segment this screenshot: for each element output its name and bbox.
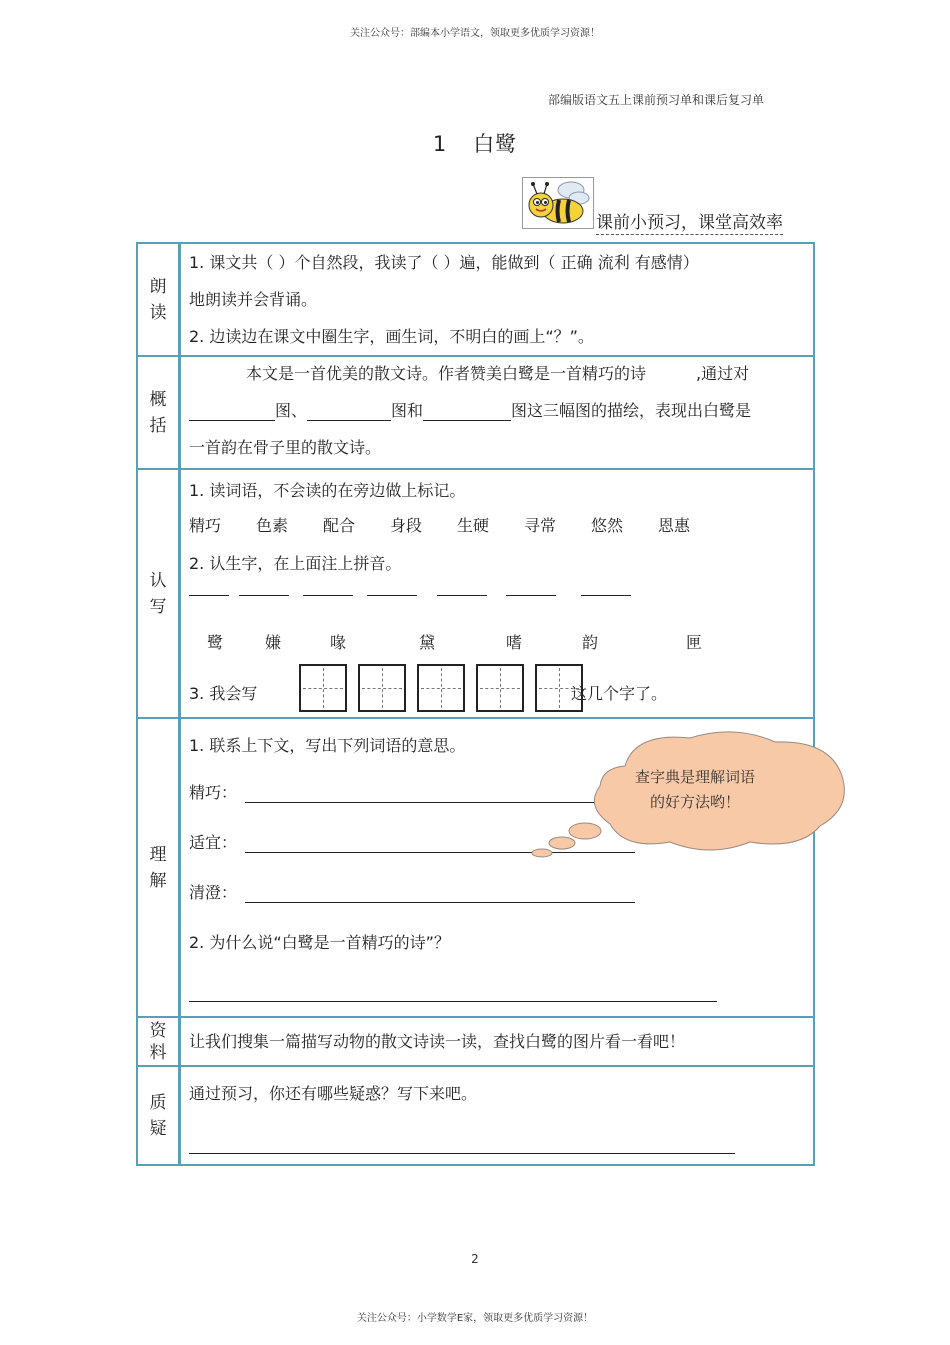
term-jingqiao: 精巧： [189, 783, 238, 802]
read-line2: 2. 边读边在课文中圈生字，画生词，不明白的画上“？”。 [189, 327, 594, 346]
series-title: 部编版语文五上课前预习单和课后复习单 [548, 93, 765, 107]
answer-line-question[interactable] [189, 1152, 735, 1154]
read-line1b: 地朗读并会背诵。 [189, 290, 318, 309]
label-summary: 概 括 [137, 356, 180, 469]
blank-fig1[interactable] [189, 403, 275, 421]
char-hui: 喙 [330, 633, 347, 652]
label-material: 资 料 [137, 1017, 180, 1066]
cloud-tip: 查字典是理解词语 的好方法哟！ [634, 768, 755, 811]
lesson-title [0, 128, 950, 158]
writing-grid-1[interactable] [299, 664, 347, 712]
label-write: 认 写 [137, 469, 180, 718]
material-text: 让我们搜集一篇描写动物的散文诗读一读，查找白鹭的图片看一看吧！ [189, 1032, 686, 1051]
pinyin-blank-5[interactable] [437, 594, 487, 596]
word-list: 精巧 色素 配合 身段 生硬 寻常 悠然 恩惠 [189, 516, 691, 535]
read-content [180, 243, 815, 356]
writing-grid-2[interactable] [358, 664, 406, 712]
summary-content [180, 356, 815, 469]
pinyin-blank-4[interactable] [367, 594, 417, 596]
lesson-name: 白鹭 [473, 132, 518, 156]
understand-q2: 2. 为什么说“白鹭是一首精巧的诗”？ [189, 933, 450, 952]
pinyin-blank-7[interactable] [581, 594, 631, 596]
term-qingcheng: 清澄： [189, 883, 238, 902]
answer-line-qingcheng[interactable] [245, 901, 635, 903]
pinyin-blank-3[interactable] [303, 594, 353, 596]
bottom-notice: 关注公众号：小学数学E家，领取更多优质学习资源！ [356, 1313, 594, 1324]
label-understand: 理 解 [137, 718, 180, 1017]
summary-line3: 一首韵在骨子里的散文诗。 [189, 438, 382, 457]
pinyin-blank-6[interactable] [506, 594, 556, 596]
slogan: 课前小预习，课堂高效率 [596, 208, 783, 235]
page-number: 2 [471, 1252, 479, 1266]
char-dai: 黛 [419, 633, 436, 652]
term-shiyi: 适宜： [189, 833, 238, 852]
row-question [137, 1066, 814, 1165]
row-material [137, 1017, 814, 1066]
row-write [137, 469, 814, 718]
char-xian: 嫌 [265, 633, 282, 652]
material-content [180, 1017, 815, 1066]
write-q2: 2. 认生字，在上面注上拼音。 [189, 554, 402, 573]
row-summary [137, 356, 814, 469]
label-question: 质 疑 [137, 1066, 180, 1165]
char-xia: 匣 [686, 633, 703, 652]
write-q3-end: 这几个字了。 [571, 684, 668, 703]
char-lu: 鹭 [207, 633, 224, 652]
bee-icon [522, 177, 594, 229]
blank-fig3[interactable] [423, 403, 511, 421]
writing-grid-3[interactable] [417, 664, 465, 712]
understand-q1: 1. 联系上下文，写出下列词语的意思。 [189, 736, 466, 755]
blank-fig2[interactable] [307, 403, 391, 421]
summary-line2: 图、 图和 图这三幅图的描绘，表现出白鹭是 [189, 401, 751, 421]
question-content [180, 1066, 815, 1165]
question-text: 通过预习，你还有哪些疑惑？写下来吧。 [189, 1084, 478, 1103]
read-line1: 1. 课文共（ ）个自然段，我读了（ ）遍，能做到（ 正确 流利 有感情） [189, 253, 699, 272]
label-read: 朗 读 [137, 243, 180, 356]
writing-grid-4[interactable] [476, 664, 524, 712]
answer-line-q2[interactable] [189, 1000, 717, 1002]
write-content [180, 469, 815, 718]
lesson-number: 1 [432, 132, 448, 156]
pinyin-blank-2[interactable] [239, 594, 289, 596]
preview-table [136, 242, 815, 1166]
write-q3: 3. 我会写 [189, 684, 258, 703]
char-shi: 嗜 [506, 633, 523, 652]
char-yun: 韵 [582, 633, 599, 652]
pinyin-blank-1[interactable] [189, 594, 229, 596]
write-q1: 1. 读词语，不会读的在旁边做上标记。 [189, 481, 466, 500]
top-notice: 关注公众号：部编本小学语文，领取更多优质学习资源！ [350, 28, 600, 39]
row-read [137, 243, 814, 356]
summary-line1: 本文是一首优美的散文诗。作者赞美白鹭是一首精巧的诗 ,通过对 [246, 364, 750, 383]
